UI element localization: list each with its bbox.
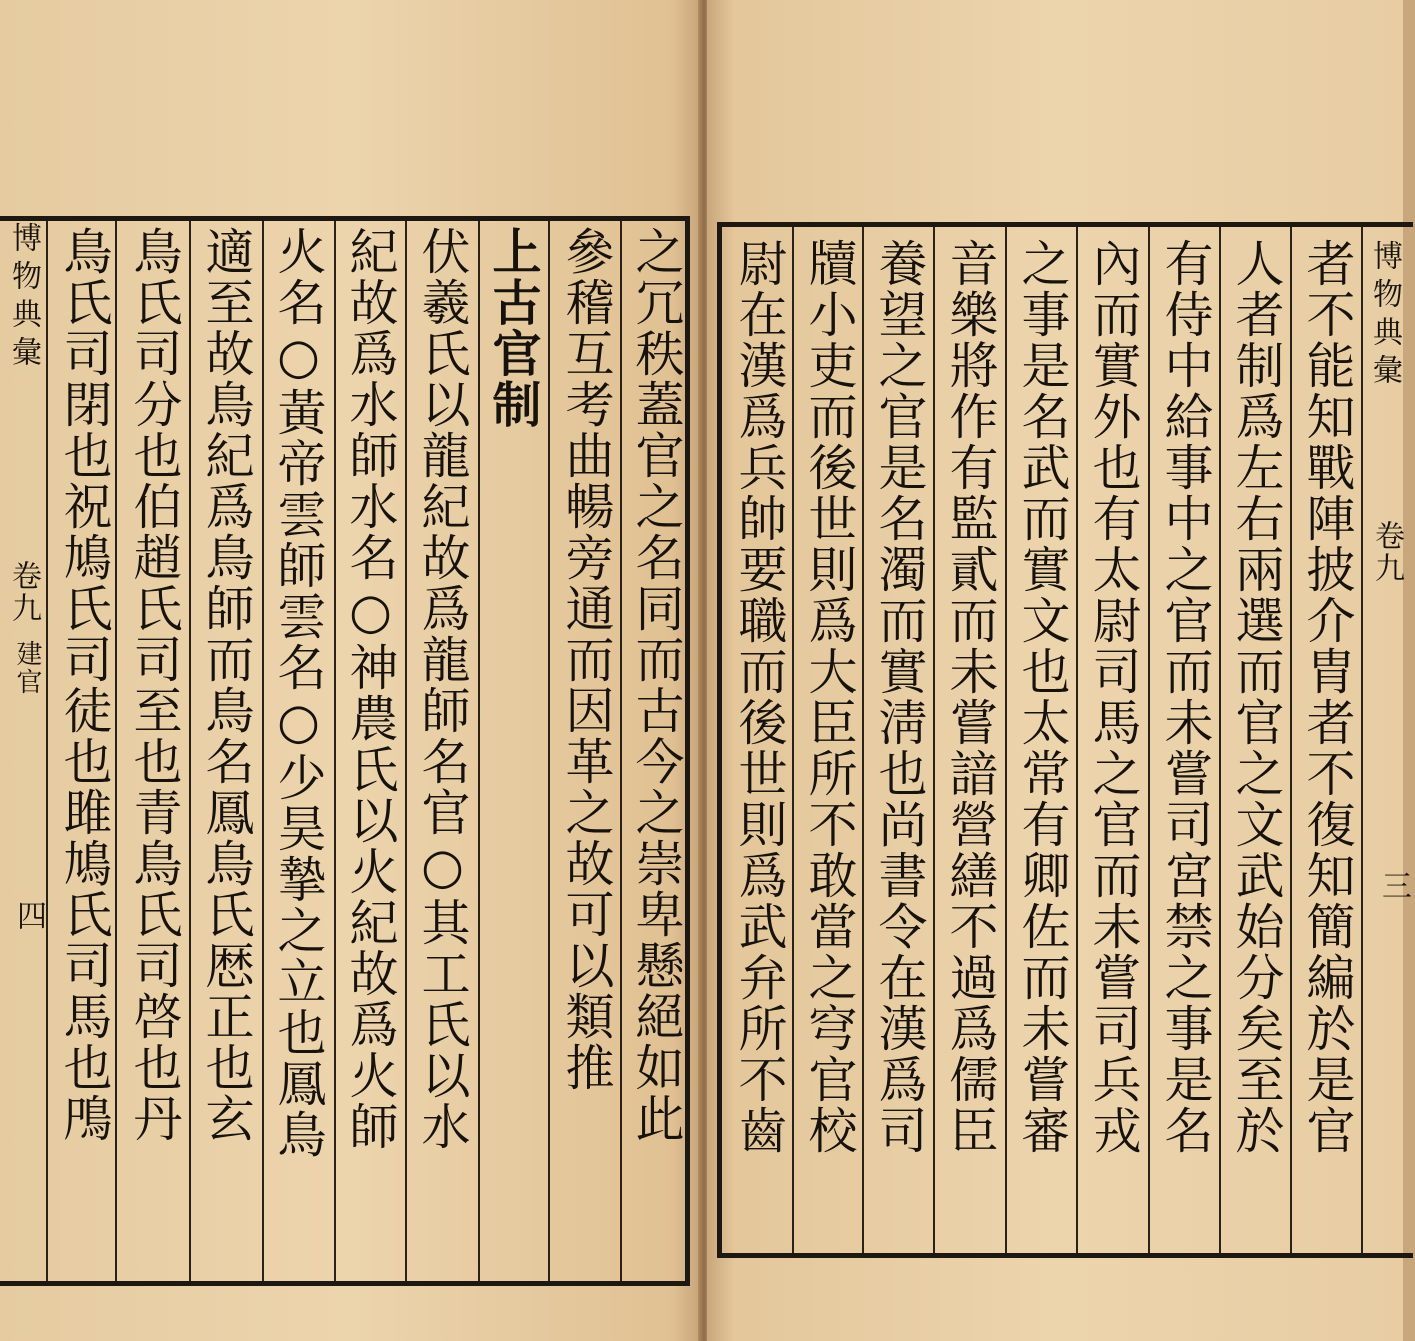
column-rule: [334, 221, 336, 1281]
column-rule: [620, 221, 622, 1281]
margin-volume: 卷九: [6, 560, 41, 624]
text-column-6: 火名○黃帝雲師雲名○少昊摯之立也鳳鳥: [270, 226, 327, 1160]
text-column-5: 之事是名武而實文也太常有卿佐而未嘗審: [1014, 238, 1071, 1156]
column-rule: [792, 227, 794, 1253]
text-column-4: 內而實外也有太尉司馬之官而未嘗司兵戎: [1085, 238, 1142, 1156]
column-rule: [1076, 227, 1078, 1253]
column-rule: [262, 221, 264, 1281]
column-rule: [1290, 227, 1292, 1253]
text-column-2: 人者制爲左右兩選而官之文武始分矣至於: [1228, 238, 1285, 1156]
page-number: 三: [1376, 870, 1411, 900]
section-heading: 上古官制: [485, 226, 543, 430]
column-rule: [478, 221, 480, 1281]
text-column-6: 音樂將作有監貳而未嘗諳營繕不過爲儒臣: [942, 238, 999, 1156]
margin-volume: 卷九: [1369, 520, 1404, 584]
text-column-8: 牘小吏而後世則爲大臣所不敢當之穹官校: [801, 238, 858, 1156]
text-column-1: 者不能知戰陣披介胄者不復知簡編於是官: [1299, 238, 1356, 1156]
right-page: [707, 0, 1411, 1341]
column-rule: [1361, 227, 1363, 1253]
text-column-7: 養望之官是名濁而實淸也尚書令在漢爲司: [871, 238, 928, 1156]
text-column-7: 適至故鳥紀爲鳥師而鳥名鳳鳥氏厯正也玄: [198, 226, 255, 1144]
text-column-1: 之冗秩蓋官之名同而古今之崇卑懸絕如此: [628, 226, 685, 1144]
text-column-3: 有侍中給事中之官而未嘗司宮禁之事是名: [1157, 238, 1214, 1156]
column-rule: [405, 221, 407, 1281]
text-column-9: 鳥氏司閉也祝鳩氏司徒也雎鳩氏司馬也鳲: [56, 226, 113, 1144]
text-column-5: 紀故爲水師水名○神農氏以火紀故爲火師: [342, 226, 399, 1152]
text-column-8: 鳥氏司分也伯趙氏司至也青鳥氏司啓也丹: [126, 226, 183, 1144]
column-rule: [933, 227, 935, 1253]
column-rule: [1148, 227, 1150, 1253]
column-rule: [1005, 227, 1007, 1253]
column-rule: [115, 221, 117, 1281]
column-rule: [1219, 227, 1221, 1253]
column-rule: [189, 221, 191, 1281]
margin-book-title: 博物典彙: [6, 222, 41, 374]
text-column-9: 尉在漢爲兵帥要職而後世則爲武弁所不齒: [731, 238, 788, 1156]
text-column-4: 伏羲氏以龍紀故爲龍師名官○其工氏以水: [414, 226, 471, 1152]
column-rule: [862, 227, 864, 1253]
column-rule: [548, 221, 550, 1281]
margin-book-title: 博物典彙: [1367, 240, 1402, 392]
column-rule: [46, 221, 48, 1281]
text-column-2: 參稽互考曲暢旁通而因革之故可以類推: [558, 226, 615, 1093]
page-number: 四: [11, 900, 46, 930]
margin-section: 建官: [12, 640, 42, 696]
left-page: [0, 0, 700, 1341]
